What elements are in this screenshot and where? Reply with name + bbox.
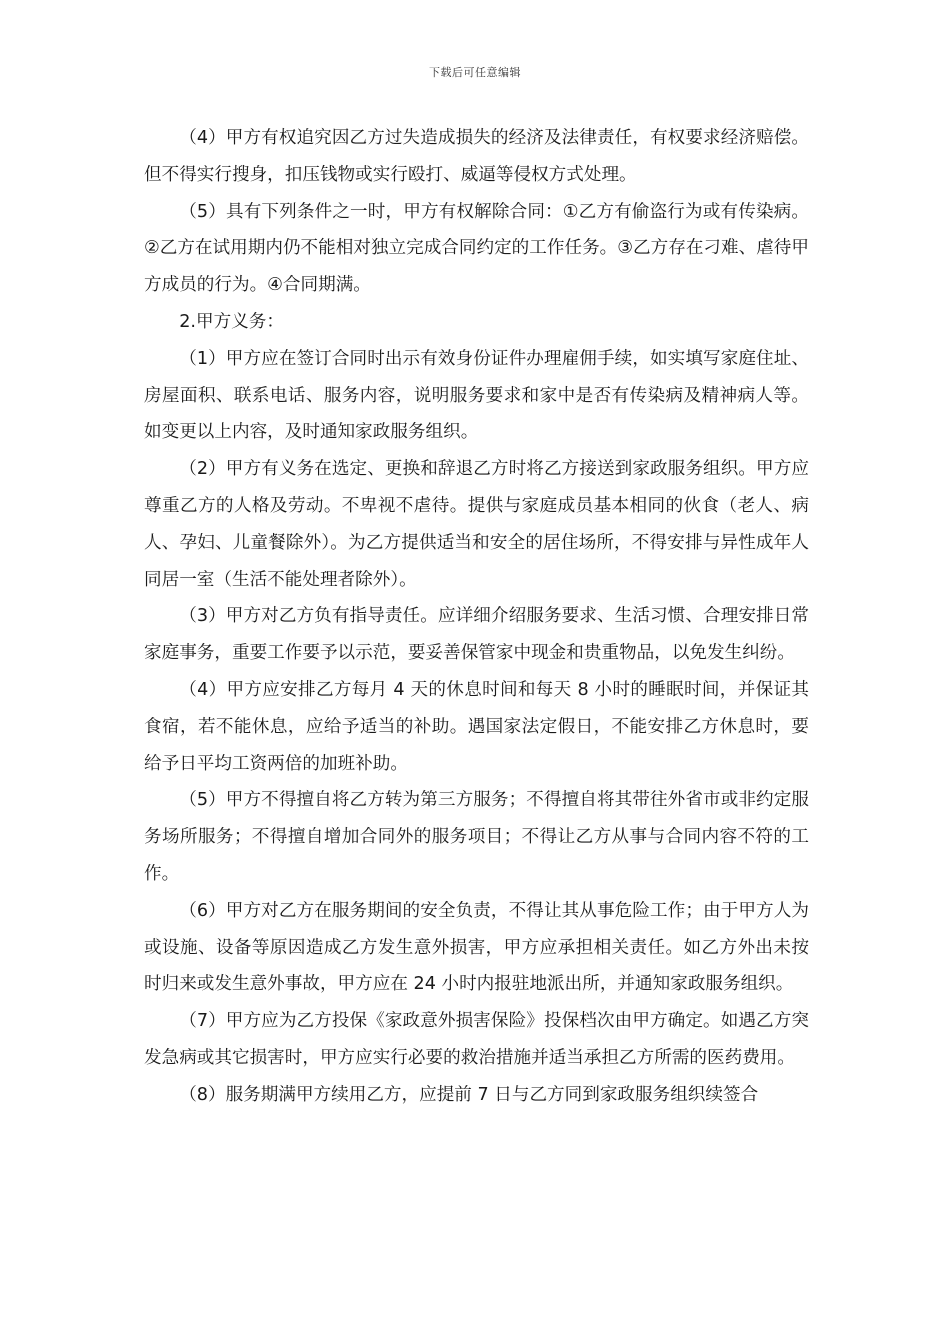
paragraph-party-a-right-5: （5）具有下列条件之一时，甲方有权解除合同：①乙方有偷盗行为或有传染病。②乙方在试用期内仍不能相对独立完成合同约定的工作任务。③乙方存在刁难、虐待甲方成员的行为。④合同期满。 bbox=[144, 201, 809, 296]
header-note: 下载后可任意编辑 bbox=[429, 66, 521, 79]
section-heading-party-a-obligations: 2.甲方义务： bbox=[179, 311, 284, 332]
paragraph-obligation-5: （5）甲方不得擅自将乙方转为第三方服务；不得擅自将其带往外省市或非约定服务场所服务；不得擅自增加合同外的服务项目；不得让乙方从事与合同内容不符的工作。 bbox=[144, 790, 809, 884]
paragraph-obligation-1: （1）甲方应在签订合同时出示有效身份证件办理雇佣手续，如实填写家庭住址、房屋面积、联系电话、服务内容，说明服务要求和家中是否有传染病及精神病人等。如变更以上内容，及时通知家政服务组织。 bbox=[144, 348, 809, 443]
paragraph-obligation-6: （6）甲方对乙方在服务期间的安全负责，不得让其从事危险工作；由于甲方人为或设施、设备等原因造成乙方发生意外损害，甲方应承担相关责任。如乙方外出未按时归来或发生意外事故，甲方应在 24 小时内报驻地派出所，并通知家政服务组织。 bbox=[144, 900, 809, 995]
paragraph-obligation-7: （7）甲方应为乙方投保《家政意外损害保险》投保档次由甲方确定。如遇乙方突发急病或其它损害时，甲方应实行必要的救治措施并适当承担乙方所需的医药费用。 bbox=[144, 1011, 809, 1068]
paragraph-obligation-2: （2）甲方有义务在选定、更换和辞退乙方时将乙方接送到家政服务组织。甲方应尊重乙方的人格及劳动。不卑视不虐待。提供与家庭成员基本相同的伙食（老人、病人、孕妇、儿童餐除外）。为乙方提供适当和安全的居住场所，不得安排与异性成年人同居一室（生活不能处理者除外）。 bbox=[144, 459, 809, 590]
paragraph-party-a-right-4: （4）甲方有权追究因乙方过失造成损失的经济及法律责任，有权要求经济赔偿。但不得实行搜身，扣压钱物或实行殴打、威逼等侵权方式处理。 bbox=[144, 128, 809, 185]
paragraph-obligation-4: （4）甲方应安排乙方每月 4 天的休息时间和每天 8 小时的睡眠时间，并保证其食宿，若不能休息，应给予适当的补助。遇国家法定假日，不能安排乙方休息时，要给予日平均工资两倍的加班补助。 bbox=[144, 679, 809, 774]
document-body bbox=[144, 120, 809, 1114]
paragraph-obligation-3: （3）甲方对乙方负有指导责任。应详细介绍服务要求、生活习惯、合理安排日常家庭事务，重要工作要予以示范，要妥善保管家中现金和贵重物品，以免发生纠纷。 bbox=[144, 606, 809, 664]
paragraph-obligation-8: （8）服务期满甲方续用乙方，应提前 7 日与乙方同到家政服务组织续签合 bbox=[179, 1084, 759, 1105]
